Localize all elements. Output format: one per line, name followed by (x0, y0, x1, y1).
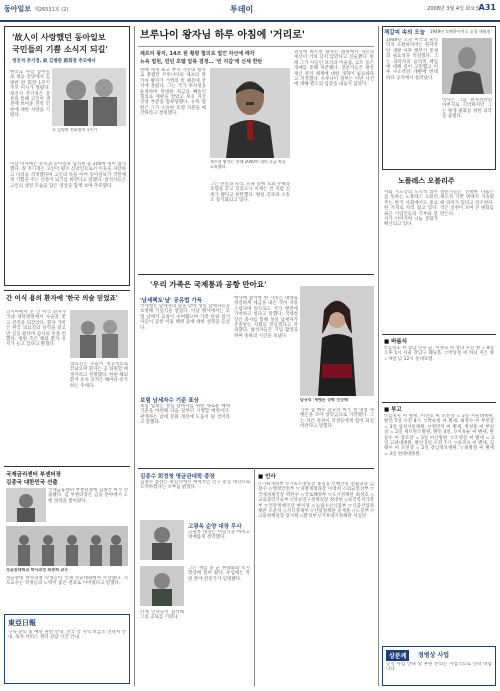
left-lower-headline-2: 김종국 대한민국 선출 (6, 480, 58, 486)
column-subtitle: 1949년 오펜하이머스 공경 세워점 (430, 29, 491, 34)
general-photo (140, 566, 184, 606)
logo-text: 동아일보 (4, 5, 32, 13)
footer-body: 공익 사업 안내 및 후원 문의는 사업국으로 연락 바랍니다. (386, 662, 492, 673)
left-mid-body-a: 러시아에서 온 간 이식 환자가 국내 대학병원에서 수술을 받고 건강을 되찾았다. 환자 가족은 한국 의료진의 실력을 믿고 먼 길을 왔다며 감사의 뜻을 전했다. 병원 측은 해외 환자 유치가 늘고 있다고 밝혔다. (6, 310, 66, 348)
ad-name: 東亞日報 (8, 618, 36, 627)
center-mid-top-rule (138, 274, 374, 275)
column-divider-1 (134, 26, 135, 686)
left-lower-body-b: 성균관대 박사과정 학생들이 국제 학술대회에서 수상했다. 지도교수는 학생들의 노력이 좋은 결과로 이어졌다고 말했다. (6, 576, 128, 587)
column-divider-3 (378, 26, 379, 686)
feature-subhead-2: 뉴욕 법원, 런던 호텔 압류 결정… '빈 지갑'에 신세 한탄 (140, 59, 263, 65)
center-mid-body-a: 국세청은 납세자의 날을 맞아 성실 납세자들을 초청해 기념식을 열었다. 이날 행사에서는 모범 납세자 표창이 수여됐으며 가족 단위 참석자들이 공항 이용 혜택 등에 대한 설명을 들었다. (140, 304, 230, 331)
column-body-b: 역사는 그를 원자폭탄의 아버지로 기억하지만 그는 평생 평화를 위한 과학을 꿈꿨다. (442, 98, 492, 120)
woman-photo-caption: 남규리 '세뱃돈 장학 인상해' (300, 398, 350, 402)
left-lower-body-a: 국제금융센터 부센터장에 김종국 씨가 선출됐다. 김 부센터장은 금융 분야에서 오랜 경력을 쌓아왔다. (48, 488, 128, 504)
center-mid-subhead-1: '남세팩토'날' 공유법 가득 (140, 298, 203, 304)
left-mid-headline: 간 이식 용의 환자에 '한국 의술 믿었죠' (6, 294, 118, 302)
president-photo (140, 520, 184, 560)
masthead (0, 0, 500, 22)
wedding-body: ▽김영호 씨 장남 민수 군, 이정숙 씨 장녀 수진 양 = 8일 오후 1시 서울 강남구 웨딩홀. ▽박상철 씨 차녀 지은 양 = 9일 낮 12시 롯데호텔. (384, 346, 494, 362)
feature-body-b: 그는 런던과 파리, 뉴욕 등에 호화 주택과 호텔을 갖고 있었으나 이제는 빈 지갑 신세가 됐다고 한탄했다. 왕실 측과의 소송도 장기화되고 있다. (210, 182, 290, 204)
issue-date: 2008년 3월 4일 화요일 (427, 6, 480, 12)
prince-photo (210, 68, 290, 158)
left-mid-body-b: 의료진은 수술이 성공적으로 끝났으며 환자는 곧 퇴원할 예정이라고 설명했다. 한편 해외 환자 유치 실적은 해마다 증가하는 추세다. (70, 362, 128, 389)
ad-body: 구독 문의 및 배달 관련 안내. 전국 각 지역 보급소 연락처 안내. 독자 서비스 센터 상담 시간 안내. (8, 630, 126, 641)
center-lower-body-d: 각계 인사들이 참석해 그의 공로를 기렸다. (140, 610, 184, 621)
people-tag: ■ 인사 (258, 474, 276, 480)
obituary-top-rule (382, 402, 496, 403)
center-lower-subhead-1: 김종수 회정청 명균관대학 총장 (140, 474, 215, 480)
noblesse-headline: 노플레스 오블리주 (398, 176, 455, 185)
column-tag: 책갈피 속의 오늘 (384, 30, 426, 36)
center-lower-top-rule (138, 468, 374, 469)
feature-headline-rule (138, 46, 374, 47)
people-body: ◇기획재정부 ▽기획조정실장 홍길동 ▽예산실 총괄과장 김철수 ◇행정안전부 ▽지방재정과장 이영희 ◇외교통상부 ▽국제경제국장 박민수 ◇국토해양부 ▽도시정책관 최성호 ◇교육과학기술부 ▽학술연구정책실장 정대현 ◇보건복지가족부 ▽건강정책국장 한미경 ◇농림수산식품부 ▽식품산업정책관 오준석 ◇지식경제부 ▽산업정책관 윤재훈 ◇노동부 ▽고용정책실장 강지원 ◇환경부 ▽기후대기정책관 서동민 (258, 482, 374, 520)
wedding-top-rule (382, 334, 496, 335)
issue-number: 제26531호 (2) (34, 7, 69, 13)
obituary-tag: ■ 부고 (384, 407, 402, 413)
footer-title: 정병상 사업 (418, 652, 450, 659)
group-photo (6, 526, 128, 566)
left-mid-top-rule (4, 290, 130, 291)
center-lower-body-b: 고광옥 대장은 이임식을 마치고 명예롭게 전역했다. (188, 530, 250, 541)
noblesse-body-a: 사회 지도층의 도덕적 의무를 뜻하는 노블레스 오블리주는 한국 사회에서도 중요한 가치로 자리 잡고 있다. 최근 기업인들의 기부와 봉사가 이어지며 나눔 문화가 확산되고 있다. (384, 190, 438, 228)
column-divider-2 (254, 468, 255, 686)
left-top-quote-line-1: '故人이 사랑했던 동아일보 (12, 32, 106, 42)
center-mid-body-c: 행사에 참석한 한 가족은 대대로 성실하게 세금을 내온 것이 자랑스럽다며 앞으로도 국가 발전에 기여하고 싶다고 말했다. 국세청장은 축사를 통해 성실 납세자가 존중받는 사회를 만들겠다고 약속했다. 참석자들은 기념 촬영을 하며 축하의 시간을 보냈다. (234, 296, 298, 339)
priest-photo (52, 68, 126, 126)
appointee-photo (6, 488, 46, 522)
noblesse-body-b: 전문가들은 진정한 나눔은 제도적 기반 위에서 지속될 때 의미가 있다고 강조한다. 작은 실천이 모여 큰 변화를 만든다. (440, 190, 494, 217)
center-lower-body-c: 그는 재임 중 군 현대화와 복지 향상에 힘써 왔다. 후임에는 작전 분야 전문가가 임명됐다. (188, 566, 250, 582)
center-lower-subhead-2: 고광옥 순양 대장 무사 (188, 524, 242, 530)
left-top-body-a: 한국교 사랑 동아일보 정동 강당에서 김병관 전 회장 1주기 추모 미사가 열렸다. 정진석 추기경은 강론을 통해 고인이 생전에 보여준 민족 언론에 대한 사랑을 기렸다. (10, 70, 50, 119)
woman-photo (300, 286, 374, 396)
left-lower-headline-1: 국제금리센터 부센터장 (6, 472, 62, 478)
newspaper-logo (4, 4, 68, 14)
woman-caption-body: 가수 겸 배우 남규리 씨가 설 명절 세뱃돈을 모아 장학금으로 기탁했다. 그는 작은 정성이 학생들에게 힘이 되길 바란다고 말했다. (300, 408, 374, 430)
feature-body-c: 외신에 따르면 왕자는 법정에서 자신의 재산이 거의 남지 않았다고 진술했다. 한때 그가 사들인 보석과 미술품, 요트 등은 경매를 통해 처분됐다. 전문가들은 왕실 재산 관리 체계에 대한 개혁이 필요하다고 지적했다. 브루나이 정부는 이번 사건에 대해 별도의 입장을 내놓지 않았다. (294, 50, 374, 88)
feature-headline: 브루나이 왕자님 하루 아침에 '거리로' (140, 30, 305, 41)
center-mid-body-b: 보험 업계는 성실 납세자를 위한 새로운 혜택 기준을 마련해 다음 달부터 시행할 예정이다. 관계자는 납세 문화 개선에 도움이 될 것이라고 말했다. (140, 404, 230, 426)
feature-subhead-1: 제프리 왕자, 14조 원 횡령 혐의로 법인 자산에 매각 (140, 51, 255, 57)
prince-photo-caption: 제프리 왕자는 한때 2000여 대의 고급 차를 소유했다. (210, 160, 286, 169)
left-top-body-b: 이날 미사에는 유족과 동아일보 임직원 등 200여 명이 참석했다. 정 추기경은 고인이 평소 신앙인으로서 이웃을 사랑하고 나라를 걱정했다며 고인의 뜻을 이어 동아일보가 국민에게 기쁨을 주는 신문이 되기를 바란다고 말했다. 참석자들은 고인의 생전 모습을 담은 영상을 함께 보며 추모했다. (10, 162, 126, 189)
wedding-tag: ■ 바름식 (384, 339, 408, 345)
obituary-body: ▽김정자 씨 별세, 이민호 씨 모친상 = 3일 서울대병원, 발인 5일 오전 8시. ▽박순희 씨 별세, 최영수 씨 부친상 = 3일 삼성서울병원. ▽정만석 씨 별세, 정성훈 씨 부친상 = 2일 세브란스병원, 발인 4일. ▽이옥순 씨 별세, 한동수 씨 장모상 = 3일 아산병원. ▽조영길 씨 별세 = 3일 고려대병원, 발인 5일 오전 7시. ▽윤경숙 씨 별세, 김태우 씨 모친상 = 2일 강남성모병원. ▽최병철 씨 별세 = 3일 한양대병원. (384, 414, 494, 457)
priest-photo-caption: 고 김병관 전회장의 1주기 (52, 128, 97, 132)
left-top-quote-line-2: 국민들의 기쁨 소식지 되길' (12, 44, 108, 54)
portrait-photo (442, 38, 492, 94)
center-mid-headline: '우리 가족은 국제통과 공항 만아요' (150, 280, 267, 289)
center-mid-subhead-2: 보험 남세자수 기준 표상 (140, 398, 199, 404)
feature-body-a: 한때 세계 최고 부자 가문의 왕자로 불렸던 브루나이의 제프리 볼키아 왕자가 거액의 빚 때문에 궁지에 몰렸다. 그는 국가 투자청을 운영하며 막대한 자금을 빼돌린 혐의로 재판을 받았고 보유 자산 상당 부분을 압류당했다. 뉴욕 법원은 그가 소유한 호텔 지분을 매각하라고 결정했다. (140, 68, 206, 117)
page-number: A31 (478, 3, 496, 12)
surgery-photo (70, 310, 128, 358)
section-title: 투데이 (230, 5, 254, 14)
left-top-byline: 정진석 추기경, 故 김병관 前회장 추모예사 (12, 59, 96, 64)
column-body-a: 1949년 오늘 미국의 물리학자 오펜하이머는 원자폭탄 개발 이후 핵무기 통제의 필요성을 역설했다. 그는 과학자의 윤리적 책임에 대해 깊이 고민했고 이후 수소폭탄 개발에 반대하다 공직에서 물러났다. (386, 38, 438, 81)
center-lower-body-a: 김종수 총장은 취임식에서 세계적인 연구 중심 대학으로 도약하겠다는 포부를 밝혔다. (140, 480, 250, 491)
group-photo-caption: 성균관대학교 박사과정 최광희 교수 (6, 568, 69, 572)
left-lower-top-rule (4, 466, 130, 467)
footer-label: 상분께 (386, 650, 409, 661)
